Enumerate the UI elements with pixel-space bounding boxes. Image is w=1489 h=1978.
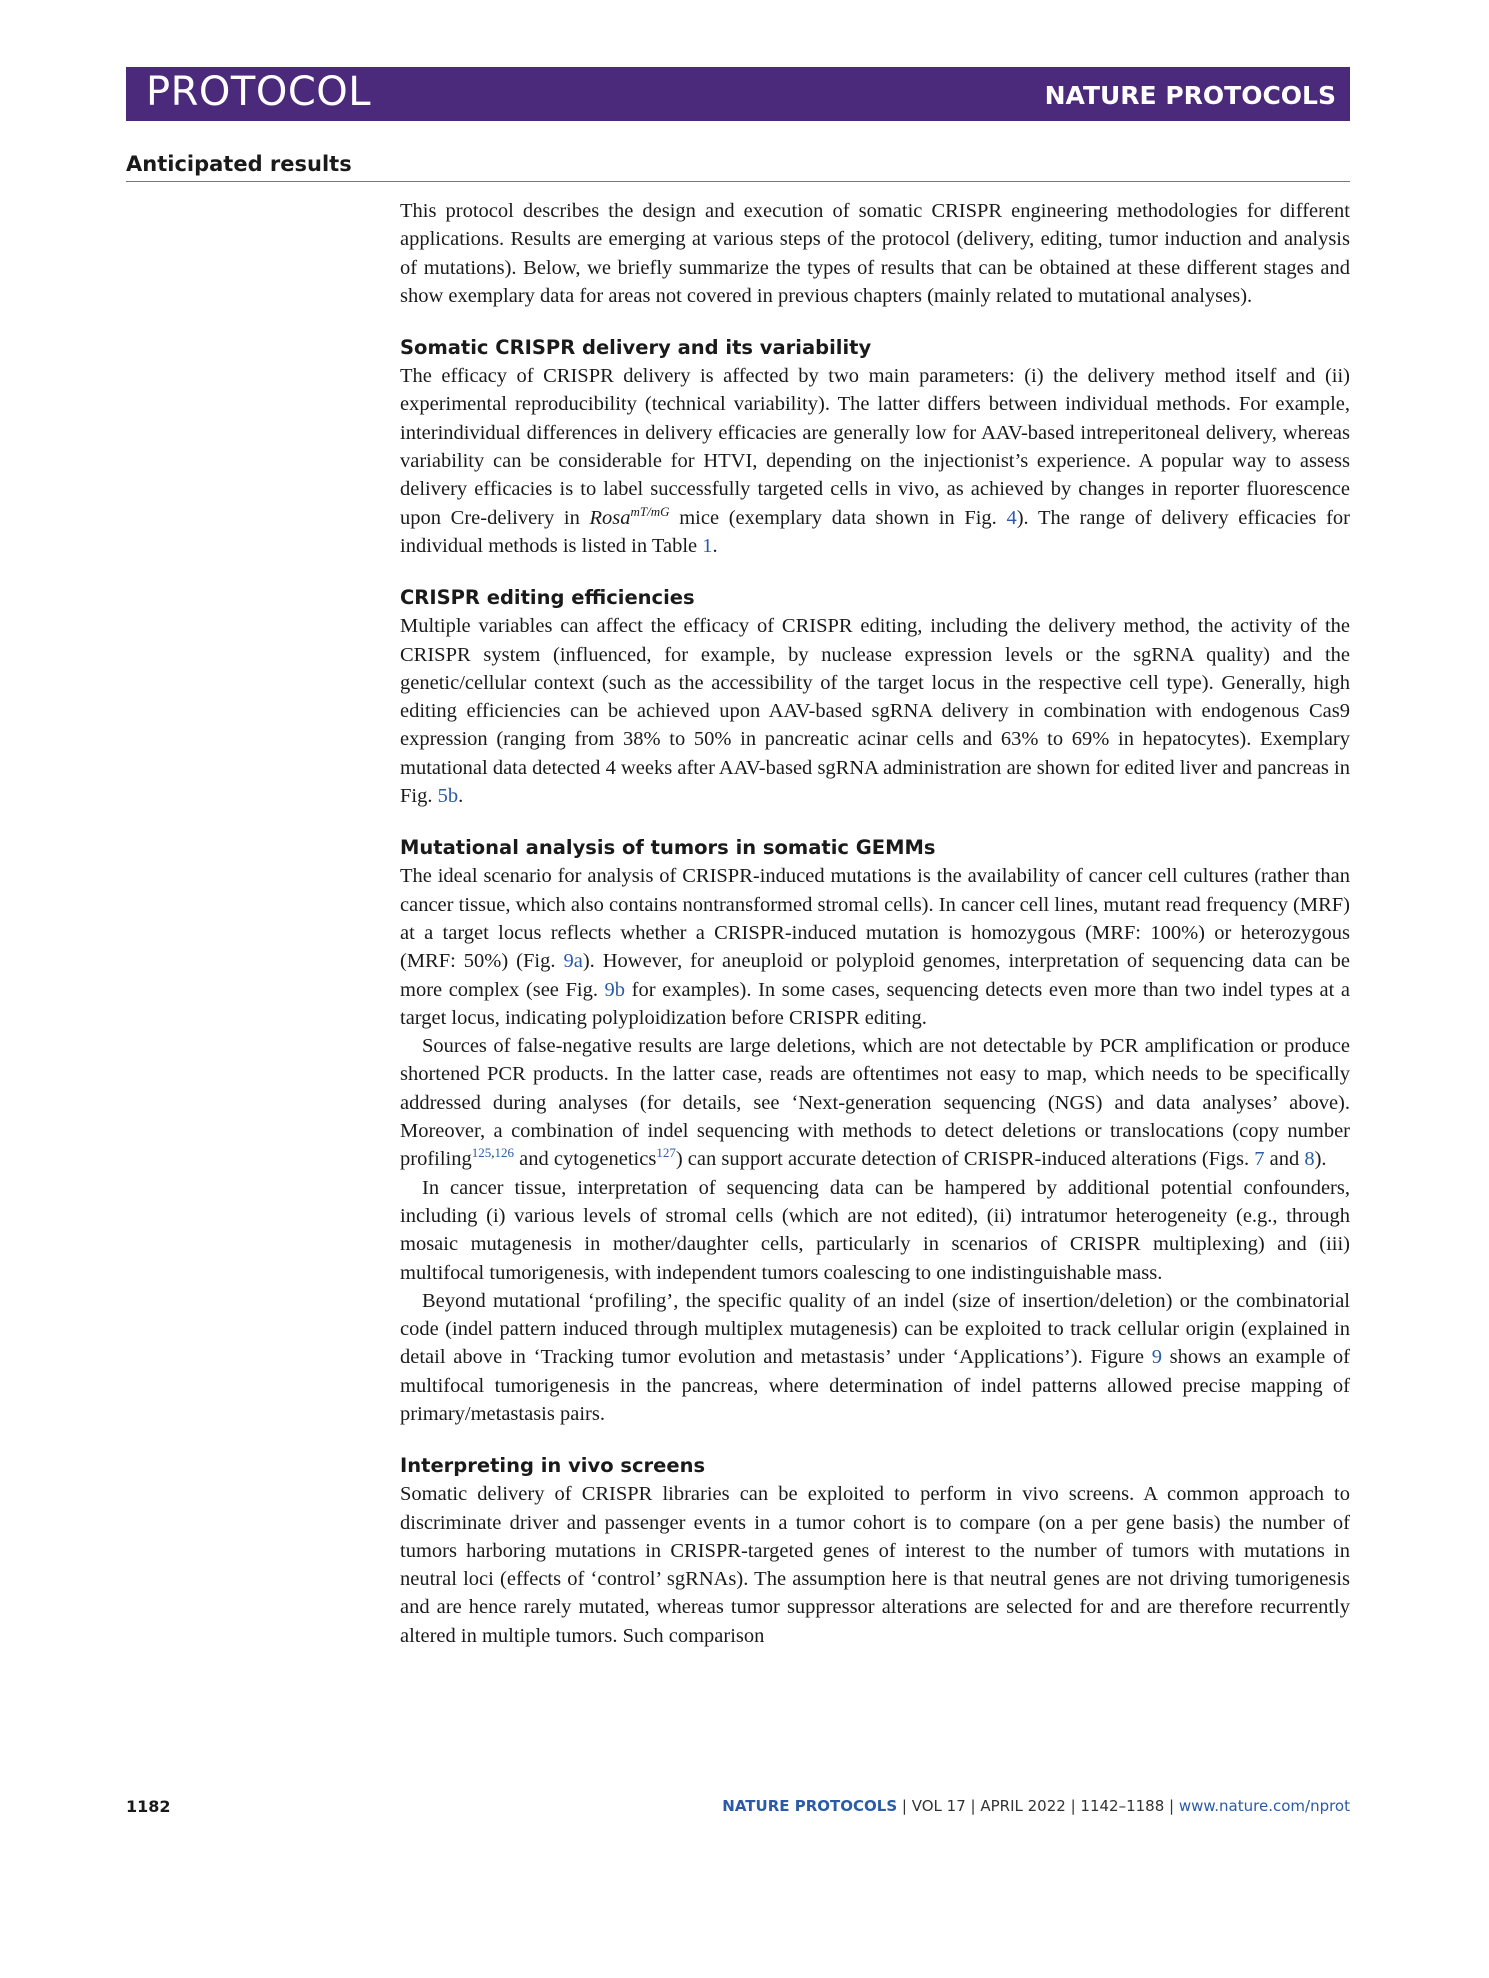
- mutational-paragraph-1: The ideal scenario for analysis of CRISPR-induced mutations is the availability of cancer cell cultures (rather than cancer tissue, which also contains nontransformed stromal cells). In cancer cell lines, mutant read frequency (MRF) at a target locus reflects whether a CRISPR-induced mutation is homozygous (MRF: 100%) or heterozygous (MRF: 50%) (Fig. 9a). However, for aneuploid or polyploid genomes, interpretation of sequencing data can be more complex (see Fig. 9b for examples). In some cases, sequencing detects even more than two indel types at a target locus, indicating polyploidization before CRISPR editing.: [400, 865, 1351, 1029]
- citation-126[interactable]: 126: [494, 1145, 514, 1161]
- footer-journal: NATURE PROTOCOLS: [722, 1797, 898, 1815]
- figure-link-9a[interactable]: 9a: [563, 950, 583, 973]
- citation-125[interactable]: 125: [471, 1145, 492, 1161]
- footer-volume: VOL 17: [911, 1797, 966, 1815]
- mutational-paragraph-2: Sources of false-negative results are large deletions, which are not detectable by PCR amplification or produce shortened PCR products. In the latter case, reads are oftentimes not easy to map, which needs to be specifically addressed during analyses (for details, see ‘Next-generation sequencing (NGS) and data analyses’ above). Moreover, a combination of indel sequencing with methods to detect deletions or translocations (copy number profiling$^{125,126}$ and cytogenetics$^{127}$) can support accurate detection of CRISPR-induced alterations (Figs. 7 and 8).: [400, 1035, 1350, 1171]
- screens-paragraph: Somatic delivery of CRISPR libraries can be exploited to perform in vivo screens. A common approach to discriminate driver and passenger events in a tumor cohort is to compare (on a per gene basis) the number of tumors harboring mutations in CRISPR-targeted genes of interest to the number of tumors with mutations in neutral loci (effects of ‘control’ sgRNAs). The assumption here is that neutral genes are not driving tumorigenesis and are hence rarely mutated, whereas tumor suppressor alterations are selected for and are therefore recurrently altered in multiple tumors. Such comparison: [400, 1483, 1350, 1647]
- page-number: 1182: [126, 1797, 171, 1816]
- footer-date: APRIL 2022: [980, 1797, 1066, 1815]
- article-body: [400, 197, 1350, 1650]
- figure-link-9b[interactable]: 9b: [604, 978, 626, 1001]
- editing-paragraph: Multiple variables can affect the efficacy of CRISPR editing, including the delivery method, the activity of the CRISPR system (influenced, for example, by nuclease expression levels or the sgRNA quality) and the genetic/cellular context (such as the accessibility of the target locus in the respective cell type). Generally, high editing efficiencies can be achieved upon AAV-based sgRNA delivery in combination with endogenous Cas9 expression (ranging from 38% to 50% in pancreatic acinar cells and 63% to 69% in hepatocytes). Exemplary mutational data detected 4 weeks after AAV-based sgRNA administration are shown for edited liver and pancreas in Fig. 5b.: [400, 615, 1350, 808]
- delivery-heading: Somatic CRISPR delivery and its variability: [400, 336, 872, 360]
- journal-name-header: NATURE PROTOCOLS: [1044, 81, 1336, 110]
- section-divider: [126, 181, 1350, 182]
- footer-pages: 1142–1188: [1080, 1797, 1165, 1815]
- figure-link-9[interactable]: 9: [1151, 1346, 1162, 1369]
- rosa-superscript: mT/mG: [630, 503, 670, 519]
- figure-link-8[interactable]: 8: [1304, 1148, 1315, 1171]
- figure-link-4[interactable]: 4: [1006, 506, 1017, 529]
- citation-127[interactable]: 127: [656, 1145, 676, 1161]
- mutational-heading: Mutational analysis of tumors in somatic GEMMs: [400, 836, 936, 860]
- delivery-paragraph: The efficacy of CRISPR delivery is affected by two main parameters: (i) the delivery method itself and (ii) experimental reproducibility (technical variability). The latter differs between individual methods. For example, interindividual differences in delivery efficacies are generally low for AAV-based intreperitoneal delivery, whereas variability can be considerable for HTVI, depending on the injectionist’s experience. A popular way to assess delivery efficacies is to label successfully targeted cells in vivo, as achieved by changes in reporter fluorescence upon Cre-delivery in Rosa$^{mT/mG}$ mice (exemplary data shown in Fig. 4). The range of delivery efficacies for individual methods is listed in Table 1.: [400, 365, 1350, 557]
- rosa-allele: Rosa: [589, 506, 631, 529]
- article-type-label: PROTOCOL: [146, 69, 372, 115]
- footer-url-link[interactable]: www.nature.com/nprot: [1178, 1797, 1350, 1815]
- section-title: Anticipated results: [126, 152, 352, 176]
- editing-heading: CRISPR editing efficiencies: [400, 586, 695, 610]
- header-banner: [126, 67, 1350, 121]
- figure-link-7[interactable]: 7: [1254, 1148, 1265, 1171]
- table-link-1[interactable]: 1: [702, 534, 713, 557]
- screens-heading: Interpreting in vivo screens: [400, 1454, 706, 1478]
- footer-citation: NATURE PROTOCOLS | VOL 17 | APRIL 2022 | 1142–1188 | www.nature.com/nprot: [722, 1797, 1350, 1815]
- figure-link-5b[interactable]: 5b: [437, 785, 459, 808]
- intro-paragraph: This protocol describes the design and execution of somatic CRISPR engineering methodologies for different applications. Results are emerging at various steps of the protocol (delivery, editing, tumor induction and analysis of mutations). Below, we briefly summarize the types of results that can be obtained at these different stages and show exemplary data for areas not covered in previous chapters (mainly related to mutational analyses).: [400, 200, 1350, 307]
- mutational-paragraph-3: In cancer tissue, interpretation of sequencing data can be hampered by additional potential confounders, including (i) various levels of stromal cells (which are not edited), (ii) intratumor heterogeneity (e.g., through mosaic mutagenesis in mother/daughter cells, particularly in scenarios of CRISPR multiplexing) and (iii) multifocal tumorigenesis, with independent tumors coalescing to one indistinguishable mass.: [400, 1176, 1350, 1284]
- mutational-paragraph-4: Beyond mutational ‘profiling’, the specific quality of an indel (size of insertion/deletion) or the combinatorial code (indel pattern induced through multiplex mutagenesis) can be exploited to track cellular origin (explained in detail above in ‘Tracking tumor evolution and metastasis’ under ‘Applications’). Figure 9 shows an example of multifocal tumorigenesis in the pancreas, where determination of indel patterns allowed precise mapping of primary/metastasis pairs.: [400, 1289, 1350, 1425]
